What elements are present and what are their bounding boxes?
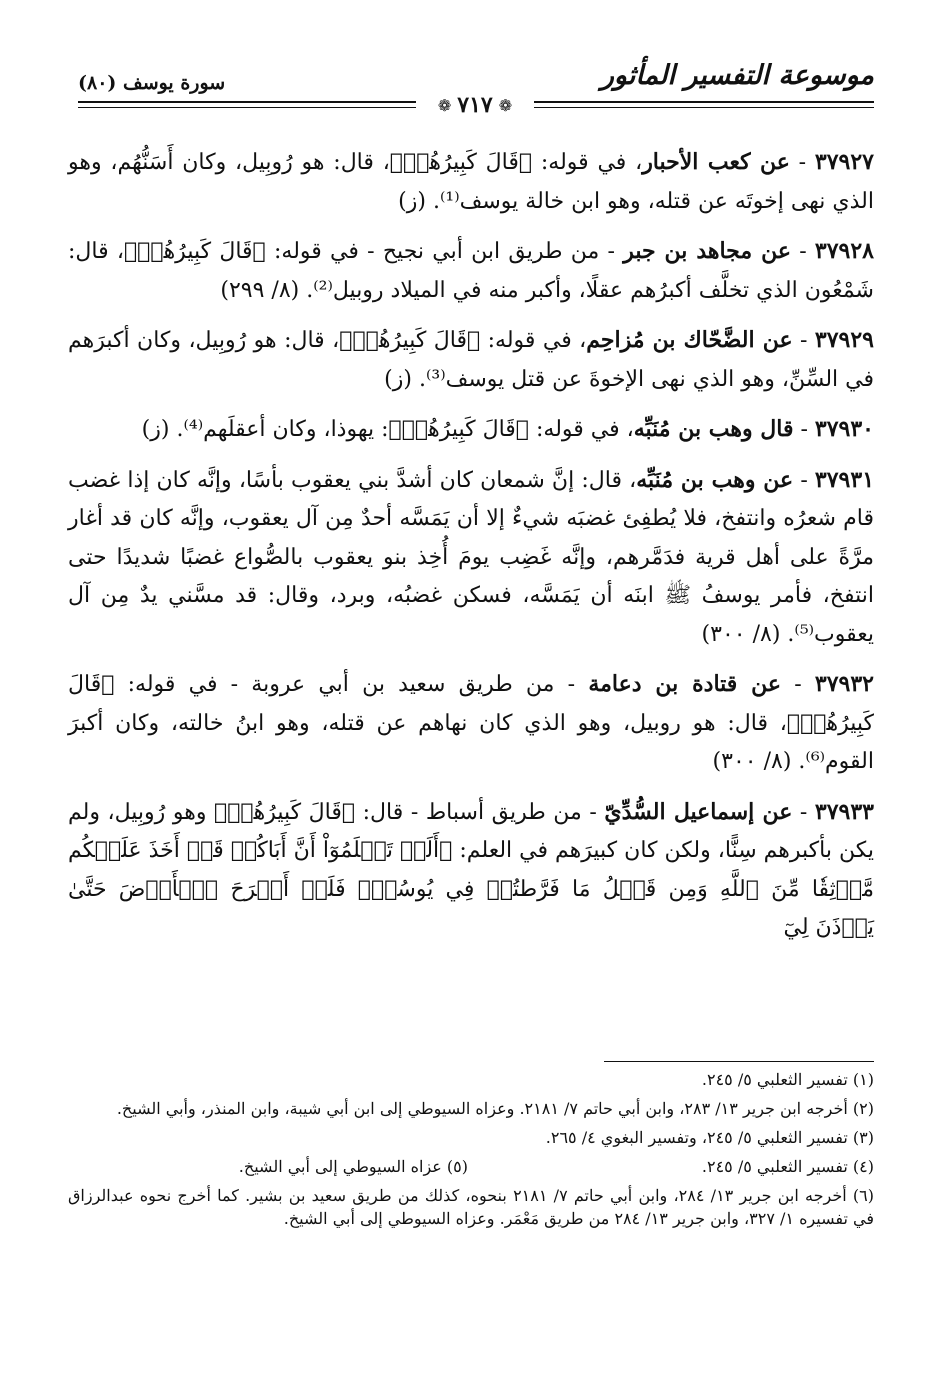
narrator: عن إسماعيل السُّدِّيّ bbox=[604, 798, 793, 825]
narration-entry: ٣٧٩٢٨ - عن مجاهد بن جبر - من طريق ابن أبي نجيح - في قوله: ﴿قَالَ كَبِيرُهُمۡ﴾، قال: شَمْعُون الذي تخلَّف أكبرُهم عقلًا، وأكبر منه في الميلاد روبيل⁽²⁾. (٨/ ٢٩٩) bbox=[68, 238, 874, 303]
narration-entry: ٣٧٩٣٠ - قال وهب بن مُنَبِّه، في قوله: ﴿قَالَ كَبِيرُهُمۡ﴾: يهوذا، وكان أعقلَهم⁽⁴⁾. (ز) bbox=[141, 416, 874, 442]
entry-text: - من طريق أسباط - قال: ﴿قَالَ كَبِيرُهُمۡ﴾ وهو رُوبِيل، ولم يكن بأكبرهم سِنًّا، ولكن كان كبيرَهم في العلم: ﴿أَلَمۡ تَعۡلَمُوٓاْ أَنَّ أَبَاكُمۡ قَدۡ أَخَذَ عَلَيۡكُم مَّوۡثِقٗا مِّنَ ٱللَّهِ وَمِن قَبۡلُ مَا فَرَّطتُمۡ فِي يُوسُفَۖ فَلَنۡ أَبۡرَحَ ٱلۡأَرۡضَ حَتَّىٰ يَأۡذَنَ لِيٓ bbox=[68, 799, 874, 940]
footnote: (٣) تفسير الثعلبي ٥/ ٢٤٥، وتفسير البغوي ٤/ ٢٦٥. bbox=[545, 1128, 874, 1147]
narrator: عن كعب الأحبار bbox=[642, 149, 790, 175]
entry-text: ، في قوله: ﴿قَالَ كَبِيرُهُمۡ﴾، قال: هو رُوبِيل، وكان أكبرَهم في السِّنِّ، وهو الذي نهى الإخوةَ عن قتل يوسف⁽³⁾. bbox=[68, 328, 874, 392]
entry-text: - من طريق ابن أبي نجيح - في قوله: ﴿قَالَ كَبِيرُهُمۡ﴾، قال: شَمْعُون الذي تخلَّف أكبرُهم عقلًا، وأكبر منه في الميلاد روبيل⁽²⁾. bbox=[68, 239, 874, 303]
entry-number: ٣٧٩٢٧ bbox=[814, 149, 874, 175]
narration-entry: ٣٧٩٣١ - عن وهب بن مُنَبِّه، قال: إنَّ شمعان كان أشدَّ بني يعقوب بأسًا، وإنَّه كان إذا غضب قام شعرُه وانتفخ، فلا يُطفِئ غضبَه شيءٌ إلا أن يَمَسَّه أحدٌ مِن آل يعقوب، وإنَّه كان قد أغار مرَّةً على أهل قرية فدَمَّرهم، وإنَّه غَضِب يومَ أُخِذ بنو يعقوب بالصُّواع غضبًا شديدًا حتى انتفخ، فأمر يوسفُ ﷺ ابنَه أن يَمَسَّه، فسكن غضبُه، وبرد، وقال: قد مسَّني يدٌ مِن آل يعقوب⁽⁵⁾. (٨/ ٣٠٠) bbox=[68, 466, 875, 647]
entry-text: - من طريق سعيد بن أبي عروبة - في قوله: ﴿قَالَ كَبِيرُهُمۡ﴾، قال: هو روبيل، وهو الذي كان نهاهم عن قتله، وهو ابنُ خالته، وكان أكبرَ القوم⁽⁶⁾. bbox=[68, 672, 874, 774]
entry-text: ، في قوله: ﴿قَالَ كَبِيرُهُمۡ﴾: يهوذا، وكان أعقلَهم⁽⁴⁾. bbox=[176, 417, 634, 442]
footnote-pair bbox=[68, 1155, 874, 1178]
ornament-icon: ❁ bbox=[498, 95, 513, 115]
page-header bbox=[78, 58, 874, 128]
book-title: موسوعة التفسير المأثور bbox=[600, 60, 874, 91]
footnote: (٦) أخرجه ابن جرير ١٣/ ٢٨٤، وابن أبي حاتم ٧/ ٢١٨١ بنحوه، كذلك من طريق سعيد بن بشير. كما أخرج نحوه عبدالرزاق في تفسيره ١/ ٣٢٧، وابن جرير ١٣/ ٢٨٤ من طريق مَعْمَر. وعزاه السيوطي إلى أبي الشيخ. bbox=[68, 1186, 874, 1228]
entry-number: ٣٧٩٣٣ bbox=[814, 798, 874, 825]
entry-number: ٣٧٩٢٩ bbox=[814, 327, 874, 353]
footnote: (٤) تفسير الثعلبي ٥/ ٢٤٥. bbox=[701, 1157, 874, 1176]
source-ref: (ز) bbox=[384, 366, 412, 392]
narration-entry: ٣٧٩٢٧ - عن كعب الأحبار، في قوله: ﴿قَالَ كَبِيرُهُمۡ﴾، قال: هو رُوبِيل، وكان أَسَنُّهُم، وهو الذي نهى إخوتَه عن قتله، وهو ابن خالة يوسف⁽¹⁾. (ز) bbox=[68, 149, 874, 214]
narrator: عن وهب بن مُنَبِّه bbox=[636, 466, 794, 493]
ornament-icon: ❁ bbox=[437, 95, 452, 115]
source-ref: (٨/ ٢٩٩) bbox=[220, 277, 300, 303]
narrator: عن الضَّحّاك بن مُزاحِم bbox=[586, 327, 793, 353]
entry-number: ٣٧٩٢٨ bbox=[814, 238, 874, 264]
source-ref: (ز) bbox=[141, 417, 170, 442]
source-ref: (٨/ ٣٠٠) bbox=[712, 749, 792, 774]
page-number: ٧١٧ bbox=[457, 92, 493, 118]
main-text bbox=[68, 143, 874, 959]
narration-entry: ٣٧٩٣٢ - عن قتادة بن دعامة - من طريق سعيد بن أبي عروبة - في قوله: ﴿قَالَ كَبِيرُهُمۡ﴾، قال: هو روبيل، وهو الذي كان نهاهم عن قتله، وهو ابنُ خالته، وكان أكبرَ القوم⁽⁶⁾. (٨/ ٣٠٠) bbox=[68, 671, 874, 774]
entry-text: ، قال: إنَّ شمعان كان أشدَّ بني يعقوب بأسًا، وإنَّه كان إذا غضب قام شعرُه وانتفخ، فلا يُطفِئ غضبَه شيءٌ إلا أن يَمَسَّه أحدٌ مِن آل يعقوب، وإنَّه كان قد أغار مرَّةً على أهل قرية فدَمَّرهم، وإنَّه غَضِب يومَ أُخِذ بنو يعقوب بالصُّواع غضبًا شديدًا حتى انتفخ، فأمر يوسفُ ﷺ ابنَه أن يَمَسَّه، فسكن غضبُه، وبرد، وقال: قد مسَّني يدٌ مِن آل يعقوب⁽⁵⁾. bbox=[68, 467, 874, 647]
source-ref: (٨/ ٣٠٠) bbox=[701, 621, 781, 647]
narrator: عن مجاهد بن جبر bbox=[623, 238, 791, 264]
footnotes bbox=[68, 1068, 874, 1236]
footnote: (٥) عزاه السيوطي إلى أبي الشيخ. bbox=[238, 1157, 468, 1176]
footnote: (٢) أخرجه ابن جرير ١٣/ ٢٨٣، وابن أبي حاتم ٧/ ٢١٨١. وعزاه السيوطي إلى ابن أبي شيبة، وابن المنذر، وأبي الشيخ. bbox=[116, 1099, 874, 1118]
surah-label: سورة يوسف (٨٠) bbox=[78, 72, 226, 94]
footnote-separator bbox=[604, 1061, 874, 1062]
narration-entry: ٣٧٩٣٣ - عن إسماعيل السُّدِّيّ - من طريق أسباط - قال: ﴿قَالَ كَبِيرُهُمۡ﴾ وهو رُوبِيل، ولم يكن بأكبرهم سِنًّا، ولكن كان كبيرَهم في العلم: ﴿أَلَمۡ تَعۡلَمُوٓاْ أَنَّ أَبَاكُمۡ قَدۡ أَخَذَ عَلَيۡكُم مَّوۡثِقٗا مِّنَ ٱللَّهِ وَمِن قَبۡلُ مَا فَرَّطتُمۡ فِي يُوسُفَۖ فَلَنۡ أَبۡرَحَ ٱلۡأَرۡضَ حَتَّىٰ يَأۡذَنَ لِيٓ bbox=[68, 798, 874, 940]
narration-entry: ٣٧٩٢٩ - عن الضَّحّاك بن مُزاحِم، في قوله: ﴿قَالَ كَبِيرُهُمۡ﴾، قال: هو رُوبِيل، وكان أكبرَهم في السِّنِّ، وهو الذي نهى الإخوةَ عن قتل يوسف⁽³⁾. (ز) bbox=[68, 327, 874, 392]
entry-number: ٣٧٩٣٢ bbox=[814, 671, 874, 697]
page-number-box bbox=[416, 88, 534, 122]
source-ref: (ز) bbox=[398, 188, 426, 214]
narrator: قال وهب بن مُنَبِّه bbox=[633, 416, 794, 442]
footnote: (١) تفسير الثعلبي ٥/ ٢٤٥. bbox=[701, 1070, 874, 1089]
entry-number: ٣٧٩٣١ bbox=[814, 466, 875, 493]
entry-text: ، في قوله: ﴿قَالَ كَبِيرُهُمۡ﴾، قال: هو رُوبِيل، وكان أَسَنُّهُم، وهو الذي نهى إخوتَه عن قتله، وهو ابن خالة يوسف⁽¹⁾. bbox=[68, 150, 874, 214]
entry-number: ٣٧٩٣٠ bbox=[814, 416, 874, 442]
narrator: عن قتادة بن دعامة bbox=[588, 671, 782, 697]
